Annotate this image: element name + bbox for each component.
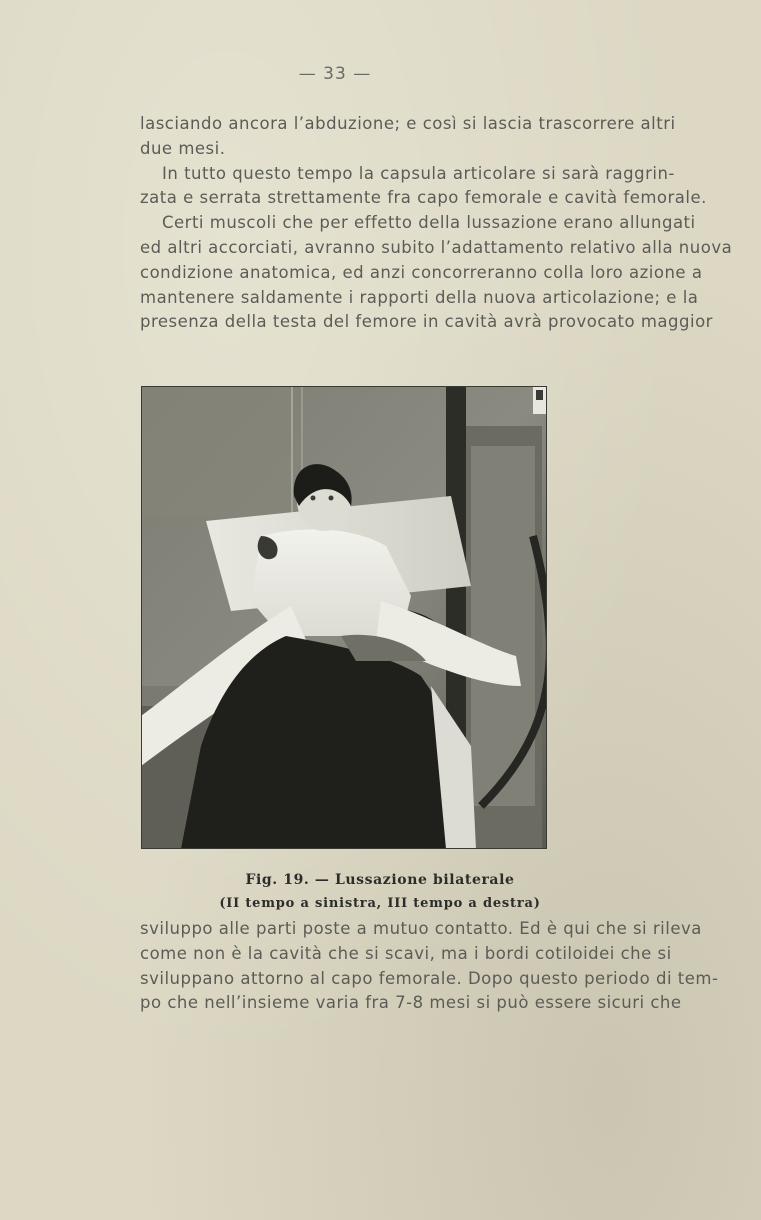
text-line: mantenere saldamente i rapporti della nuova articolazione; e la xyxy=(140,287,699,307)
page-number: — 33 — xyxy=(298,64,372,84)
figure-caption-subtitle: (II tempo a sinistra, III tempo a destra) xyxy=(219,896,541,911)
text-line: lasciando ancora l’abduzione; e così si lascia trascorrere altri xyxy=(140,114,676,133)
text-line: come non è la cavità che si scavi, ma i bordi cotiloidei che si xyxy=(140,943,672,963)
text-line: due mesi. xyxy=(140,138,226,158)
text-line: sviluppo alle parti poste a mutuo contatto. Ed è qui che si rileva xyxy=(140,919,702,938)
text-line: Certi muscoli che per effetto della lussazione erano allungati xyxy=(162,213,696,233)
text-line: In tutto questo tempo la capsula articolare si sarà raggrin- xyxy=(162,163,675,183)
body-paragraph-bottom xyxy=(140,917,719,1016)
text-line: zata e serrata strettamente fra capo femorale e cavità femorale. xyxy=(140,188,707,208)
text-line: po che nell’insieme varia fra 7-8 mesi si può essere sicuri che xyxy=(140,993,682,1013)
text-line: sviluppano attorno al capo femorale. Dopo questo periodo di tem- xyxy=(140,968,719,988)
text-line: condizione anatomica, ed anzi concorreranno colla loro azione a xyxy=(140,262,703,282)
body-paragraph-top xyxy=(140,112,733,335)
figure-photograph xyxy=(141,386,547,849)
text-line: presenza della testa del femore in cavità avrà provocato maggior xyxy=(140,312,713,332)
text-line: ed altri accorciati, avranno subito l’adattamento relativo alla nuova xyxy=(140,237,733,257)
figure-caption-title: Fig. 19. — Lussazione bilaterale xyxy=(245,872,515,888)
